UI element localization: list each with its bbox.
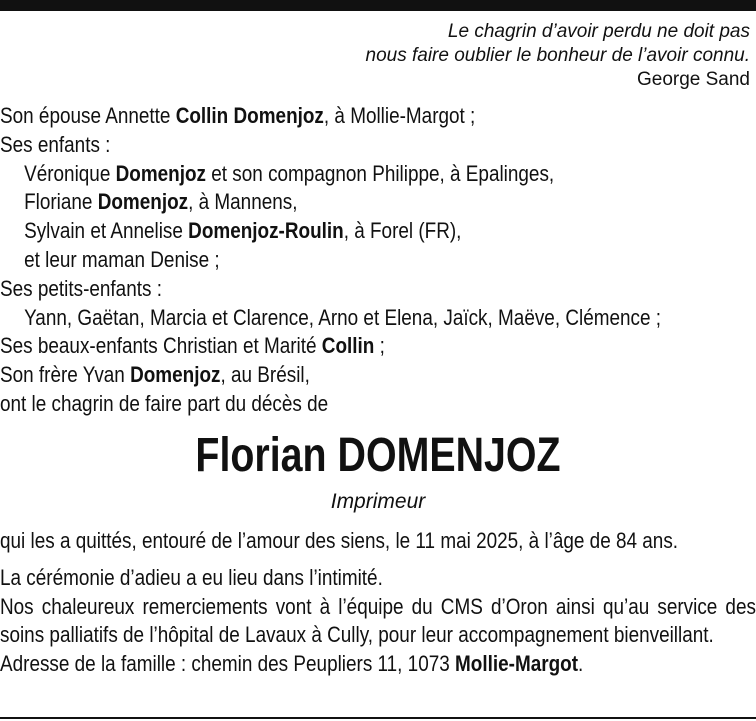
grandchildren-line: Yann, Gaëtan, Marcia et Clarence, Arno et Elena, Jaïck, Maëve, Clémence ; [24, 304, 662, 330]
children-heading: Ses enfants : [0, 131, 111, 157]
child-line: Sylvain et Annelise Domenjoz-Roulin, à Forel (FR), [24, 218, 462, 244]
child-line: et leur maman Denise ; [24, 246, 220, 272]
address-line: Adresse de la famille : chemin des Peupliers 11, 1073 Mollie-Margot. [0, 651, 584, 677]
family-list [0, 102, 662, 419]
brother-line: Son frère Yvan Domenjoz, au Brésil, [0, 362, 310, 388]
ceremony-line: La cérémonie d’adieu a eu lieu dans l’intimité. [0, 564, 383, 590]
closing-text [0, 527, 756, 679]
quote-line-1: Le chagrin d’avoir perdu ne doit pas [447, 21, 750, 42]
thanks-paragraph: Nos chaleureux remerciements vont à l’équipe du CMS d’Oron ainsi qu’au service des soins palliatifs de l’hôpital de Lavaux à Cully, pour leur accompagnement bienveillant. [0, 593, 756, 648]
bottom-border [0, 717, 756, 719]
deceased-profession: Imprimeur [330, 490, 426, 513]
announcement-line: ont le chagrin de faire part du décès de [0, 390, 329, 416]
deceased-name: Florian DOMENJOZ [195, 429, 561, 482]
quote-line-2: nous faire oublier le bonheur de l’avoir connu. [365, 45, 750, 66]
death-line: qui les a quittés, entouré de l’amour des siens, le 11 mai 2025, à l’âge de 84 ans. [0, 528, 679, 553]
child-line: Véronique Domenjoz et son compagnon Philippe, à Epalinges, [24, 160, 555, 186]
grandchildren-heading: Ses petits-enfants : [0, 275, 162, 301]
top-border [0, 0, 756, 11]
quote-author: George Sand [636, 69, 750, 90]
child-line: Floriane Domenjoz, à Mannens, [24, 189, 298, 215]
spouse-line: Son épouse Annette Collin Domenjoz, à Mollie-Margot ; [0, 103, 476, 128]
epigraph-quote [366, 20, 750, 92]
stepchildren-line: Ses beaux-enfants Christian et Marité Collin ; [0, 333, 385, 359]
